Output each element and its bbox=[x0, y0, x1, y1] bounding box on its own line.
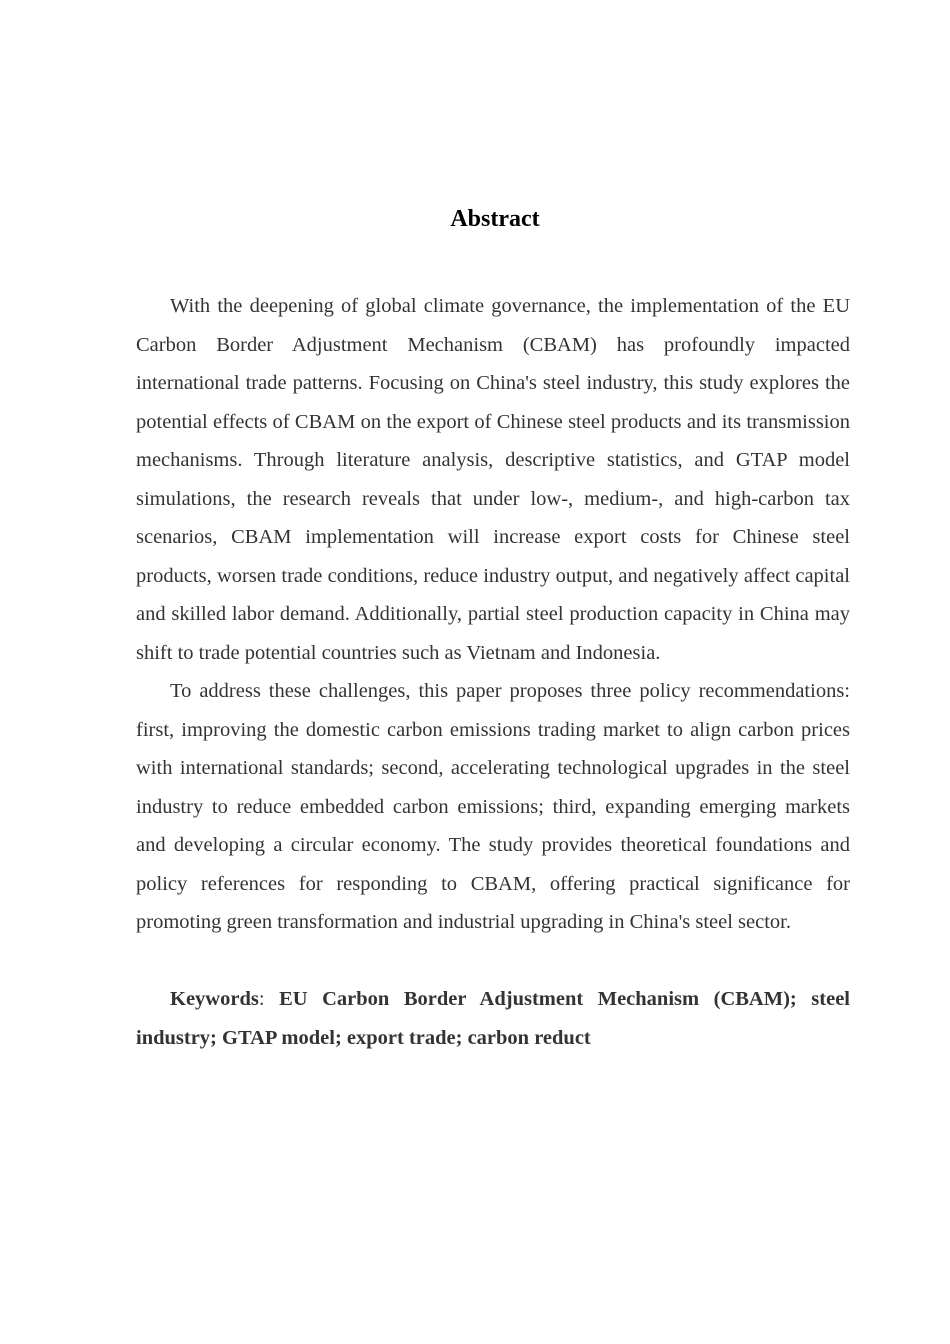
abstract-page bbox=[136, 200, 850, 1078]
abstract-body bbox=[136, 287, 850, 942]
keywords-separator: : bbox=[258, 988, 280, 1010]
abstract-paragraph-2: To address these challenges, this paper proposes three policy recommendations: first, improving the domestic carbon emissions trading market to align carbon prices with international standards; second, accelerating technological upgrades in the steel industry to reduce embedded carbon emissions; third, expanding emerging markets and developing a circular economy. The study provides theoretical foundations and policy references for responding to CBAM, offering practical significance for promoting green transformation and industrial upgrading in China's steel sector. bbox=[136, 680, 850, 933]
abstract-paragraph-1: With the deepening of global climate governance, the implementation of the EU Carbon Border Adjustment Mechanism (CBAM) has profoundly impacted international trade patterns. Focusing on China's steel industry, this study explores the potential effects of CBAM on the export of Chinese steel products and its transmission mechanisms. Through literature analysis, descriptive statistics, and GTAP model simulations, the research reveals that under low-, medium-, and high-carbon tax scenarios, CBAM implementation will increase export costs for Chinese steel products, worsen trade conditions, reduce industry output, and negatively affect capital and skilled labor demand. Additionally, partial steel production capacity in China may shift to trade potential countries such as Vietnam and Indonesia. bbox=[136, 295, 850, 664]
keywords-line bbox=[136, 980, 850, 1057]
keywords-text: EU Carbon Border Adjustment Mechanism (CBAM); steel industry; GTAP model; export trade; carbon reduct bbox=[136, 988, 850, 1049]
keywords-label: Keywords bbox=[170, 988, 259, 1010]
abstract-title: Abstract bbox=[450, 206, 540, 232]
